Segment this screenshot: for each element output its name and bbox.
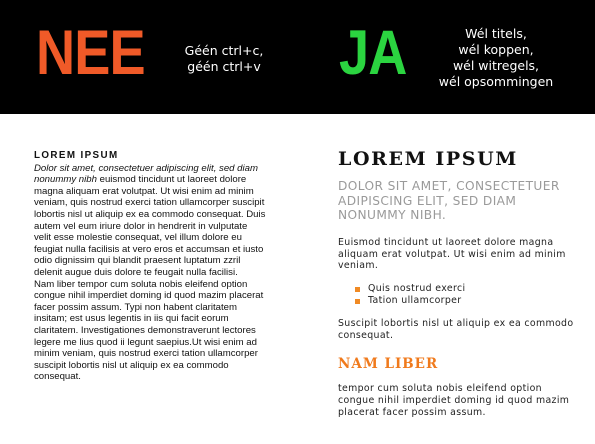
- yes-tagline-line: wél witregels,: [452, 58, 540, 73]
- no-tagline-line: Géén ctrl+c,: [184, 43, 264, 58]
- yes-heading: JA: [339, 18, 407, 88]
- square-bullet-icon: [355, 287, 360, 292]
- square-bullet-icon: [355, 299, 360, 304]
- no-heading: NEE: [36, 18, 145, 88]
- good-example-column: [338, 148, 574, 419]
- good-example-heading: LOREM IPSUM: [338, 148, 518, 170]
- top-banner: [0, 0, 595, 114]
- no-tagline: [168, 43, 280, 75]
- yes-tagline-line: wél opsommingen: [438, 74, 554, 89]
- bad-example-column: [34, 150, 266, 383]
- bad-example-paragraph-2: Nam liber tempor cum soluta nobis eleifend option congue nihil imperdiet doming id quod mazim placerat facer possim assum. Typi non habent claritatem insitam; est usus legentis in iis qui facit eorum claritatem. Investigationes demonstraverunt lectores legere me lius quod ii legunt saepius.Ut wisi enim ad minim veniam, quis nostrud exerci tation ullamcorper suscipit lobortis nisl ut aliquip ex ea commodo consequat.: [34, 278, 264, 383]
- good-example-body-3: tempor cum soluta nobis eleifend option congue nihil imperdiet doming id quod mazim placerat facer possim assum.: [338, 383, 570, 418]
- yes-tagline-line: wél koppen,: [458, 42, 534, 57]
- list-item-label: Quis nostrud exerci: [368, 283, 466, 295]
- good-example-body-1: Euismod tincidunt ut laoreet dolore magna aliquam erat volutpat. Ut wisi enim ad minim veniam.: [338, 236, 566, 272]
- bad-example-body: euismod tincidunt ut laoreet dolore magna aliquam erat volutpat. Ut wisi enim ad minim veniam, quis nostrud exerci tation ullamcorper suscipit lobortis nisl ut aliquip ex ea commodo consequat. Duis autem vel eum iriure dolor in hendrerit in vulputate velit esse molestie consequat, vel illum dolore eu feugiat nulla facilisis at vero eros et accumsan et iusto odio dignissim qui blandit praesent luptatum zzril delenit augue duis dolore te feugait nulla facilisi.: [34, 174, 266, 278]
- yes-tagline-line: Wél titels,: [465, 26, 527, 41]
- good-example-subheading: DOLOR SIT AMET, CONSECTETUER ADIPISCING ELIT, SED DIAM NONUMMY NIBH.: [338, 179, 560, 223]
- list-item: [338, 283, 574, 295]
- yes-tagline: [426, 26, 566, 90]
- list-item-label: Tation ullamcorper: [368, 294, 462, 306]
- bad-example-paragraph-1: [34, 163, 266, 279]
- good-example-subheading-2: NAM LIBER: [338, 356, 439, 373]
- list-item: [338, 295, 574, 307]
- bad-example-intro: Dolor sit amet, consectetuer adipiscing elit, sed diam nonummy nibh: [34, 162, 258, 186]
- bad-example-heading: LOREM IPSUM: [34, 150, 119, 161]
- good-example-body-2: Suscipit lobortis nisl ut aliquip ex ea commodo consequat.: [338, 317, 574, 341]
- good-example-list: [338, 283, 574, 307]
- no-tagline-line: géén ctrl+v: [187, 59, 261, 74]
